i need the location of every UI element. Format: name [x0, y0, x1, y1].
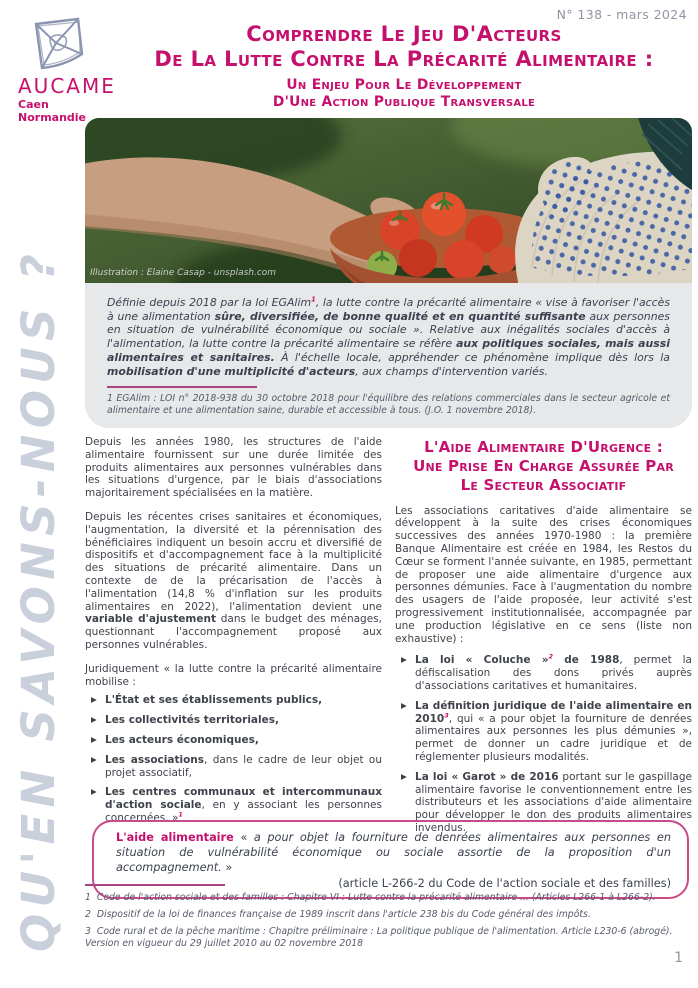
intro-footnote-rule: [107, 386, 257, 388]
aucame-emblem-icon: [26, 16, 90, 76]
section-heading: L'Aide Alimentaire D'Urgence : Une Prise En Charge Assurée Par Le Secteur Associatif: [413, 438, 674, 495]
callout-attribution: (article L-266-2 du Code de l'action sociale et des familles): [338, 876, 671, 890]
list-item-text: Les collectivités territoriales,: [105, 714, 279, 727]
paragraph: Les associations caritatives d'aide alimentaire se développent à la suite des crises économiques successives des années 1970-1980 : la première Banque Alimentaire est créée en 1984, les Restos du Cœur se forment l'année suivante, en 1985, permettant de proposer une aide alimentaire d'urgence aux personnes démunies. Face à l'augmentation du nombre des usagers de l'aide proposée, leur activité s'est progressivement institutionnalisée, accompagnée par une production législative en ce sens (liste non exhaustive) :: [395, 504, 692, 645]
list-item-text: La loi « Garot » de 2016 portant sur le gaspillage alimentaire favorise le conventionnement entre les distributeurs et les associations d'aide alimentaire pour développer le don des produits alimentaires invendus.: [415, 770, 692, 834]
page-footnotes: [85, 884, 691, 955]
page-title: [118, 22, 690, 111]
hero-photo-tomatoes: [85, 118, 692, 283]
paragraph: Depuis les récentes crises sanitaires et économiques, l'augmentation, la diversité et la pérennisation des bénéficiaires indiquent un besoin accru et diversifié de dispositifs et d'accompagnement face à la multiplicité des situations de précarité alimentaire. Dans un contexte de de la précarisation de l'accès à l'alimentation (14,8 % d'inflation sur les produits alimentaires en 2022), l'alimentation devient une variable d'ajustement dans le budget des ménages, questionnant l'accompagnement proposé aux personnes vulnérables.: [85, 510, 382, 651]
right-column: [395, 436, 692, 842]
footnote: 3 Code rural et de la pêche maritime : Chapitre préliminaire : La politique publique de l'alimentation. Article L230-6 (abrogé). Version en vigueur du 29 juillet 2010 au 02 novembre 2018: [85, 926, 673, 950]
intro-quote-text: Définie depuis 2018 par la loi EGAlim$^1$, la lutte contre la précarité alimentaire « vise à favoriser l'accès à une alimentation sûre, diversifiée, de bonne qualité et en quantité suffisante aux personnes en situation de vulnérabilité économique ou sociale ». Relative aux inégalités sociales d'accès à l'alimentation, la lutte contre la précarité alimentaire se réfère aux politiques sociales, mais aussi alimentaires et sanitaires. À l'échelle locale, appréhender ce phénomène implique dès lors la mobilisation d'une multiplicité d'acteurs, aux champs d'intervention variés.: [107, 295, 670, 378]
bullet-triangle-icon: ▶: [91, 754, 97, 764]
logo-name: AUCAME: [18, 74, 116, 98]
left-column: [85, 436, 382, 842]
footnote: 1 Code de l'action sociale et des familles : Chapitre VI : Lutte contre la précarité alimentaire ... (Articles L266-1 à L266-2).: [85, 892, 656, 903]
list-item-text: L'État et ses établissements publics,: [105, 694, 323, 707]
bullet-triangle-icon: ▶: [401, 655, 407, 665]
list-item: [91, 714, 382, 727]
bullet-triangle-icon: ▶: [91, 715, 97, 725]
page-number: 1: [674, 950, 683, 966]
list-item-text: Les associations, dans le cadre de leur objet ou projet associatif,: [105, 753, 383, 779]
footnotes-rule: [85, 884, 225, 886]
list-item: [91, 694, 382, 707]
issue-label: N° 138 - mars 2024: [556, 7, 687, 22]
list-item: [91, 754, 382, 780]
bullet-triangle-icon: ▶: [401, 771, 407, 781]
footnote: 2 Dispositif de la loi de finances française de 1989 inscrit dans l'article 238 bis du Code général des impôts.: [85, 909, 591, 921]
list-item-text: La loi « Coluche »$^2$ de 1988, permet la défiscalisation des dons privés auprès d'associations caritatives et humanitaires.: [415, 652, 692, 692]
hero-card: [85, 118, 692, 428]
list-item-text: Les centres communaux et intercommunaux d'action sociale, en y associant les personnes concernées. »$^1$: [105, 786, 382, 824]
intro-footnote: 1 EGAlim : LOI n° 2018-938 du 30 octobre 2018 pour l'équilibre des relations commerciales dans le secteur agricole et alimentaire et une alimentation saine, durable et accessible à tous. (J.O. 1 novembre 2018).: [107, 393, 670, 417]
paragraph: Depuis les années 1980, les structures de l'aide alimentaire fournissent sur une durée limitée des produits alimentaires aux personnes vulnérables dans les situations d'urgence, par le biais d'associations majoritairement spécialisées en la matière.: [85, 436, 382, 500]
bullet-triangle-icon: ▶: [91, 787, 97, 797]
list-item: [401, 700, 692, 764]
bullet-triangle-icon: ▶: [91, 695, 97, 705]
laws-list: [395, 654, 692, 834]
list-item: [401, 654, 692, 692]
main-subtitle: Un Enjeu Pour Le Développement D'Une Action Publique Transversale: [272, 77, 536, 110]
list-item: [91, 786, 382, 824]
list-item-text: Les acteurs économiques,: [105, 733, 259, 746]
paragraph: Juridiquement « la lutte contre la précarité alimentaire mobilise :: [85, 662, 382, 688]
list-item-text: La définition juridique de l'aide alimentaire en 2010$^3$, qui « a pour objet la fourniture de denrées alimentaires aux personnes les plus démunies », permet de donner un cadre juridique et de réglementer plusieurs modalités.: [415, 699, 692, 763]
legal-actors-list: [85, 694, 382, 824]
intro-quote-box: [85, 283, 692, 428]
bullet-triangle-icon: ▶: [401, 700, 407, 710]
logo-subtitle: Caen Normandie: [18, 98, 87, 124]
bullet-triangle-icon: ▶: [91, 734, 97, 744]
two-column-body: [85, 436, 692, 842]
main-title: Comprendre Le Jeu D'Acteurs De La Lutte Contre La Précarité Alimentaire :: [154, 22, 654, 71]
list-item: [91, 734, 382, 747]
callout-text: L'aide alimentaire « a pour objet la fourniture de denrées alimentaires aux personnes en situation de vulnérabilité économique ou sociale assortie de la proposition d'un accompagnement. »: [116, 831, 672, 874]
footnotes-list: [85, 892, 691, 950]
hero-caption: Illustration : Elaine Casap - unsplash.com: [90, 268, 277, 278]
vertical-rubric-title: QU'EN SAVONS-NOUS ?: [12, 247, 65, 952]
